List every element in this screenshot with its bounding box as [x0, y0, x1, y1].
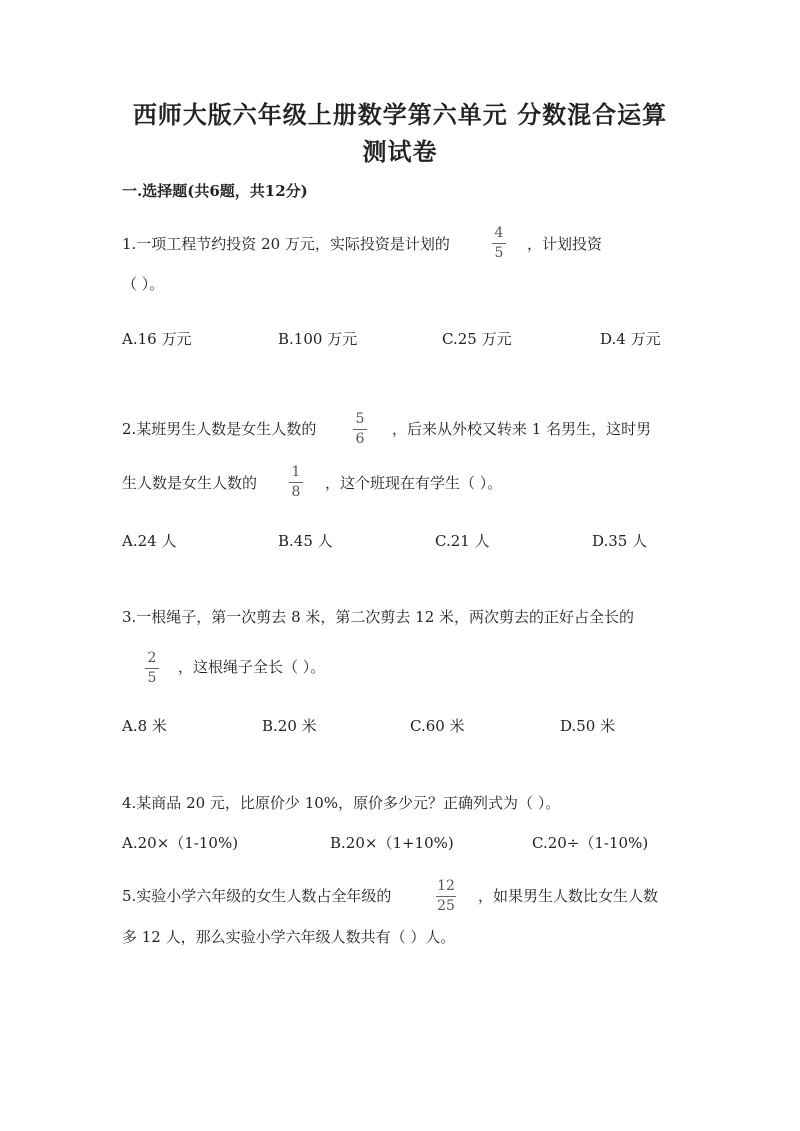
question-3-fraction: [145, 651, 159, 686]
question-4-text: 4.某商品 20 元，比原价少 10%，原价多少元？正确列式为（ ）。: [122, 794, 561, 812]
fraction-denominator: 5: [147, 670, 157, 686]
fraction-numerator: 4: [494, 225, 504, 241]
question-3-option-d[interactable]: D.50 米: [560, 717, 616, 735]
fraction-denominator: 25: [437, 898, 455, 914]
fraction-bar: [145, 668, 159, 669]
question-1-option-a[interactable]: A.16 万元: [122, 330, 192, 348]
question-4-option-b[interactable]: B.20×（1+10%): [330, 834, 454, 852]
question-1-option-c[interactable]: C.25 万元: [442, 330, 512, 348]
fraction-denominator: 5: [494, 245, 504, 261]
question-3-text: 3.一根绳子，第一次剪去 8 米，第二次剪去 12 米，两次剪去的正好占全长的: [122, 608, 635, 626]
fraction-numerator: 12: [437, 878, 455, 894]
question-1-blank: （ ）。: [122, 275, 165, 293]
question-1-text: 1.一项工程节约投资 20 万元，实际投资是计划的: [122, 235, 450, 253]
page-title: 西师大版六年级上册数学第六单元 分数混合运算: [132, 100, 668, 129]
question-1-option-d[interactable]: D.4 万元: [600, 330, 661, 348]
fraction-bar: [436, 896, 456, 897]
fraction-numerator: 1: [291, 464, 301, 480]
question-2-text-line2-after: ，这个班现在有学生（ ）。: [325, 474, 503, 492]
question-1-option-b[interactable]: B.100 万元: [278, 330, 358, 348]
question-5-text: 5.实验小学六年级的女生人数占全年级的: [122, 887, 392, 905]
fraction-numerator: 2: [147, 650, 157, 666]
question-3-option-b[interactable]: B.20 米: [262, 717, 317, 735]
question-4-option-c[interactable]: C.20÷（1-10%): [532, 834, 649, 852]
question-2-text-after: ，后来从外校又转来 1 名男生，这时男: [392, 420, 652, 438]
question-2-option-a[interactable]: A.24 人: [122, 532, 177, 550]
question-3-option-c[interactable]: C.60 米: [410, 717, 465, 735]
question-5-fraction: [436, 879, 456, 914]
question-1-fraction: [492, 226, 506, 261]
fraction-bar: [492, 243, 506, 244]
section-heading: 一.选择题(共6题，共12分): [122, 182, 308, 200]
fraction-bar: [289, 482, 303, 483]
question-3-text-after: ，这根绳子全长（ ）。: [178, 658, 326, 676]
question-2-fraction-1: [353, 412, 367, 447]
question-1-text-after: ，计划投资: [527, 235, 603, 253]
fraction-numerator: 5: [355, 411, 365, 427]
question-2-fraction-2: [289, 465, 303, 500]
fraction-denominator: 8: [291, 484, 301, 500]
question-5-text-line2: 多 12 人，那么实验小学六年级人数共有（ ）人。: [122, 928, 456, 946]
question-4-option-a[interactable]: A.20×（1-10%): [122, 834, 239, 852]
question-2-option-b[interactable]: B.45 人: [278, 532, 333, 550]
question-2-option-d[interactable]: D.35 人: [592, 532, 648, 550]
fraction-denominator: 6: [355, 431, 365, 447]
question-3-option-a[interactable]: A.8 米: [122, 717, 167, 735]
question-5-text-after: ，如果男生人数比女生人数: [478, 887, 659, 905]
question-2-text: 2.某班男生人数是女生人数的: [122, 420, 317, 438]
fraction-bar: [353, 429, 367, 430]
question-2-text-line2: 生人数是女生人数的: [122, 474, 258, 492]
page-title-line2: 测试卷: [362, 137, 438, 166]
question-2-option-c[interactable]: C.21 人: [435, 532, 490, 550]
